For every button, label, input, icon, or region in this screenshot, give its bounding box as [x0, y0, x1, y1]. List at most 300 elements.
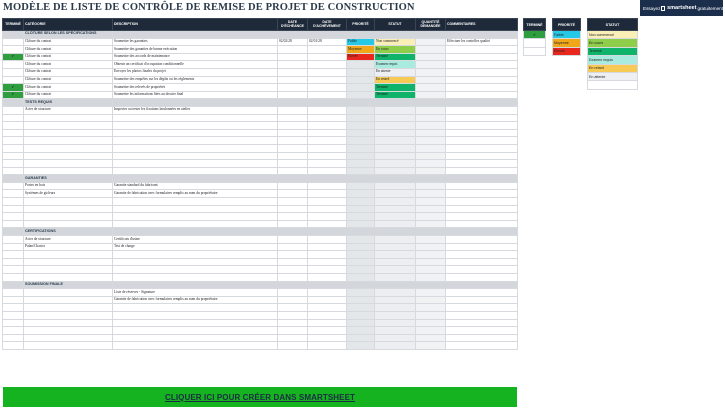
- cell-quantity[interactable]: [416, 84, 446, 92]
- cell-comments[interactable]: Effectuer les contrôles qualité: [446, 38, 518, 46]
- cell-done[interactable]: [3, 266, 24, 274]
- cell-completion-date[interactable]: [308, 296, 347, 304]
- cell-description[interactable]: [113, 198, 278, 206]
- cell-status[interactable]: [375, 289, 416, 297]
- cell-quantity[interactable]: [416, 304, 446, 312]
- cell-done[interactable]: [3, 289, 24, 297]
- cell-comments[interactable]: [446, 213, 518, 221]
- cell-category[interactable]: Palan/Chariot: [24, 243, 113, 251]
- cell-due-date[interactable]: [278, 296, 308, 304]
- cell-priority[interactable]: [347, 129, 375, 137]
- cell-done[interactable]: [3, 342, 24, 350]
- cell-category[interactable]: [24, 266, 113, 274]
- cell-comments[interactable]: [446, 122, 518, 130]
- cell-description[interactable]: [113, 342, 278, 350]
- cell-description[interactable]: Certificats d'usine: [113, 236, 278, 244]
- cell-comments[interactable]: [446, 160, 518, 168]
- cell-category[interactable]: [24, 167, 113, 175]
- cell-status[interactable]: [375, 122, 416, 130]
- cell-done[interactable]: [3, 304, 24, 312]
- cell-category[interactable]: Clôture du contrat: [24, 84, 113, 92]
- cell-priority[interactable]: [347, 198, 375, 206]
- cell-quantity[interactable]: [416, 274, 446, 282]
- cell-due-date[interactable]: [278, 61, 308, 69]
- cell-status[interactable]: [375, 251, 416, 259]
- cell-priority[interactable]: [347, 289, 375, 297]
- cell-due-date[interactable]: [278, 91, 308, 99]
- cell-due-date[interactable]: [278, 274, 308, 282]
- cell-comments[interactable]: [446, 76, 518, 84]
- cell-quantity[interactable]: [416, 106, 446, 114]
- cell-priority[interactable]: [347, 167, 375, 175]
- smartsheet-ad-banner[interactable]: [640, 0, 723, 16]
- cell-category[interactable]: [24, 319, 113, 327]
- cell-description[interactable]: Soumettre des garanties de bonne exécution: [113, 46, 278, 54]
- cell-comments[interactable]: [446, 236, 518, 244]
- cell-due-date[interactable]: [278, 198, 308, 206]
- cell-comments[interactable]: [446, 53, 518, 61]
- cell-status[interactable]: [375, 311, 416, 319]
- cell-due-date[interactable]: [278, 68, 308, 76]
- cell-done[interactable]: [3, 167, 24, 175]
- cell-completion-date[interactable]: [308, 289, 347, 297]
- cell-completion-date[interactable]: [308, 61, 347, 69]
- cell-quantity[interactable]: [416, 144, 446, 152]
- cell-completion-date[interactable]: [308, 182, 347, 190]
- cell-done[interactable]: [3, 114, 24, 122]
- cell-priority[interactable]: [347, 274, 375, 282]
- cell-done[interactable]: [3, 190, 24, 198]
- cell-description[interactable]: Envoyer les photos finales du projet: [113, 68, 278, 76]
- cell-priority[interactable]: [347, 106, 375, 114]
- cell-comments[interactable]: [446, 243, 518, 251]
- cell-due-date[interactable]: [278, 114, 308, 122]
- cell-status[interactable]: En retard: [375, 76, 416, 84]
- cell-completion-date[interactable]: [308, 311, 347, 319]
- cell-priority[interactable]: [347, 68, 375, 76]
- cell-done[interactable]: [3, 251, 24, 259]
- cell-completion-date[interactable]: 02/01/28: [308, 38, 347, 46]
- cell-comments[interactable]: [446, 289, 518, 297]
- cell-done[interactable]: [3, 129, 24, 137]
- cell-status[interactable]: [375, 266, 416, 274]
- cell-priority[interactable]: [347, 258, 375, 266]
- cell-description[interactable]: Test de charge: [113, 243, 278, 251]
- cell-description[interactable]: [113, 334, 278, 342]
- cell-description[interactable]: [113, 114, 278, 122]
- cell-comments[interactable]: [446, 258, 518, 266]
- cell-done[interactable]: [3, 137, 24, 145]
- cell-quantity[interactable]: [416, 289, 446, 297]
- cell-done[interactable]: [3, 76, 24, 84]
- cell-completion-date[interactable]: [308, 167, 347, 175]
- cell-quantity[interactable]: [416, 243, 446, 251]
- cell-done[interactable]: ✔: [3, 53, 24, 61]
- cell-done[interactable]: [3, 122, 24, 130]
- cell-category[interactable]: Clôture du contrat: [24, 46, 113, 54]
- cell-quantity[interactable]: [416, 190, 446, 198]
- cell-status[interactable]: En cours: [375, 46, 416, 54]
- cell-completion-date[interactable]: [308, 198, 347, 206]
- cell-quantity[interactable]: [416, 61, 446, 69]
- cell-comments[interactable]: [446, 46, 518, 54]
- cell-due-date[interactable]: [278, 46, 308, 54]
- cell-due-date[interactable]: [278, 342, 308, 350]
- cell-completion-date[interactable]: [308, 274, 347, 282]
- cell-category[interactable]: [24, 274, 113, 282]
- cell-due-date[interactable]: [278, 220, 308, 228]
- cell-status[interactable]: [375, 258, 416, 266]
- cell-completion-date[interactable]: [308, 319, 347, 327]
- cell-due-date[interactable]: [278, 160, 308, 168]
- cell-description[interactable]: Garantie standard du fabricant: [113, 182, 278, 190]
- cell-status[interactable]: [375, 129, 416, 137]
- cell-category[interactable]: [24, 114, 113, 122]
- cell-comments[interactable]: [446, 190, 518, 198]
- cell-quantity[interactable]: [416, 220, 446, 228]
- cell-description[interactable]: [113, 213, 278, 221]
- cell-category[interactable]: [24, 251, 113, 259]
- cell-due-date[interactable]: [278, 76, 308, 84]
- cell-status[interactable]: [375, 198, 416, 206]
- cell-status[interactable]: [375, 205, 416, 213]
- cell-due-date[interactable]: [278, 266, 308, 274]
- cell-description[interactable]: Soumettre les informations liées au dossier final: [113, 91, 278, 99]
- cell-description[interactable]: [113, 251, 278, 259]
- cell-description[interactable]: Garantie de fabrication avec formulaires remplis au nom du propriétaire: [113, 190, 278, 198]
- cell-comments[interactable]: [446, 114, 518, 122]
- cell-status[interactable]: [375, 342, 416, 350]
- cell-due-date[interactable]: [278, 319, 308, 327]
- cell-description[interactable]: [113, 274, 278, 282]
- cell-category[interactable]: [24, 205, 113, 213]
- cell-due-date[interactable]: [278, 137, 308, 145]
- cell-comments[interactable]: [446, 304, 518, 312]
- cell-done[interactable]: [3, 182, 24, 190]
- cell-description[interactable]: [113, 266, 278, 274]
- cell-status[interactable]: [375, 334, 416, 342]
- cell-status[interactable]: [375, 144, 416, 152]
- cell-completion-date[interactable]: [308, 68, 347, 76]
- cell-category[interactable]: [24, 129, 113, 137]
- cell-description[interactable]: [113, 129, 278, 137]
- cell-completion-date[interactable]: [308, 334, 347, 342]
- cell-quantity[interactable]: [416, 91, 446, 99]
- cell-priority[interactable]: [347, 251, 375, 259]
- cell-priority[interactable]: Faible: [347, 38, 375, 46]
- cell-completion-date[interactable]: [308, 327, 347, 335]
- cell-priority[interactable]: [347, 144, 375, 152]
- cell-done[interactable]: [3, 160, 24, 168]
- cell-category[interactable]: Clôture du contrat: [24, 76, 113, 84]
- cell-done[interactable]: [3, 311, 24, 319]
- cell-due-date[interactable]: [278, 53, 308, 61]
- cell-comments[interactable]: [446, 311, 518, 319]
- cell-done[interactable]: [3, 46, 24, 54]
- cell-quantity[interactable]: [416, 53, 446, 61]
- cell-description[interactable]: [113, 327, 278, 335]
- cell-priority[interactable]: [347, 319, 375, 327]
- cell-done[interactable]: [3, 61, 24, 69]
- cell-quantity[interactable]: [416, 38, 446, 46]
- cell-done[interactable]: [3, 68, 24, 76]
- cell-description[interactable]: [113, 258, 278, 266]
- cell-completion-date[interactable]: [308, 251, 347, 259]
- cell-due-date[interactable]: [278, 167, 308, 175]
- cell-priority[interactable]: [347, 182, 375, 190]
- cell-quantity[interactable]: [416, 251, 446, 259]
- cell-quantity[interactable]: [416, 296, 446, 304]
- cell-due-date[interactable]: [278, 129, 308, 137]
- cell-category[interactable]: [24, 144, 113, 152]
- cell-category[interactable]: [24, 327, 113, 335]
- cell-status[interactable]: [375, 213, 416, 221]
- cell-comments[interactable]: [446, 61, 518, 69]
- cell-category[interactable]: [24, 122, 113, 130]
- cell-completion-date[interactable]: [308, 160, 347, 168]
- cell-description[interactable]: [113, 304, 278, 312]
- cell-priority[interactable]: [347, 327, 375, 335]
- cell-completion-date[interactable]: [308, 236, 347, 244]
- cell-comments[interactable]: [446, 152, 518, 160]
- cell-quantity[interactable]: [416, 114, 446, 122]
- cell-comments[interactable]: [446, 251, 518, 259]
- cell-status[interactable]: [375, 274, 416, 282]
- cell-status[interactable]: [375, 167, 416, 175]
- cell-category[interactable]: [24, 304, 113, 312]
- cell-quantity[interactable]: [416, 152, 446, 160]
- cell-done[interactable]: [3, 152, 24, 160]
- cell-due-date[interactable]: [278, 84, 308, 92]
- cell-due-date[interactable]: [278, 304, 308, 312]
- cell-status[interactable]: [375, 106, 416, 114]
- cell-comments[interactable]: [446, 327, 518, 335]
- cell-due-date[interactable]: [278, 334, 308, 342]
- cell-comments[interactable]: [446, 274, 518, 282]
- cell-quantity[interactable]: [416, 327, 446, 335]
- cell-quantity[interactable]: [416, 319, 446, 327]
- cell-status[interactable]: [375, 296, 416, 304]
- cell-done[interactable]: [3, 38, 24, 46]
- cell-due-date[interactable]: [278, 182, 308, 190]
- cell-status[interactable]: Examen requis: [375, 61, 416, 69]
- cell-category[interactable]: [24, 160, 113, 168]
- cell-comments[interactable]: [446, 334, 518, 342]
- cell-done[interactable]: [3, 205, 24, 213]
- cell-due-date[interactable]: [278, 289, 308, 297]
- cell-priority[interactable]: [347, 114, 375, 122]
- cell-priority[interactable]: [347, 152, 375, 160]
- cell-quantity[interactable]: [416, 160, 446, 168]
- cell-due-date[interactable]: [278, 152, 308, 160]
- cell-priority[interactable]: [347, 296, 375, 304]
- cell-priority[interactable]: [347, 266, 375, 274]
- cell-priority[interactable]: [347, 334, 375, 342]
- cell-completion-date[interactable]: [308, 76, 347, 84]
- cell-priority[interactable]: [347, 213, 375, 221]
- cell-done[interactable]: [3, 319, 24, 327]
- cell-quantity[interactable]: [416, 205, 446, 213]
- cell-description[interactable]: [113, 319, 278, 327]
- cell-done[interactable]: ✔: [3, 91, 24, 99]
- cell-status[interactable]: Terminé: [375, 91, 416, 99]
- cell-comments[interactable]: [446, 205, 518, 213]
- cell-comments[interactable]: [446, 266, 518, 274]
- cell-completion-date[interactable]: [308, 190, 347, 198]
- cell-description[interactable]: Soumettre des relevés de propriétés: [113, 84, 278, 92]
- cell-completion-date[interactable]: [308, 46, 347, 54]
- cell-priority[interactable]: Moyenne: [347, 46, 375, 54]
- cell-quantity[interactable]: [416, 76, 446, 84]
- cell-category[interactable]: [24, 213, 113, 221]
- cell-description[interactable]: [113, 205, 278, 213]
- cell-done[interactable]: [3, 198, 24, 206]
- cell-completion-date[interactable]: [308, 243, 347, 251]
- cell-done[interactable]: ✔: [3, 84, 24, 92]
- cell-completion-date[interactable]: [308, 106, 347, 114]
- cell-status[interactable]: [375, 319, 416, 327]
- cell-description[interactable]: Garantie de fabrication avec formulaires remplis au nom du propriétaire: [113, 296, 278, 304]
- cell-status[interactable]: [375, 182, 416, 190]
- cell-due-date[interactable]: [278, 243, 308, 251]
- cell-due-date[interactable]: [278, 122, 308, 130]
- cell-comments[interactable]: [446, 68, 518, 76]
- cell-status[interactable]: En attente: [375, 68, 416, 76]
- cell-category[interactable]: [24, 289, 113, 297]
- cell-category[interactable]: [24, 137, 113, 145]
- cell-description[interactable]: Soumettre des enquêtes sur les dégâts ou les règlements: [113, 76, 278, 84]
- cell-quantity[interactable]: [416, 68, 446, 76]
- cell-status[interactable]: [375, 243, 416, 251]
- cell-category[interactable]: Acier de structure: [24, 236, 113, 244]
- cell-status[interactable]: Terminé: [375, 53, 416, 61]
- cell-status[interactable]: [375, 160, 416, 168]
- cell-quantity[interactable]: [416, 46, 446, 54]
- cell-completion-date[interactable]: [308, 129, 347, 137]
- cell-due-date[interactable]: [278, 327, 308, 335]
- cell-due-date[interactable]: [278, 190, 308, 198]
- cell-priority[interactable]: Élevée: [347, 53, 375, 61]
- cell-comments[interactable]: [446, 144, 518, 152]
- cell-quantity[interactable]: [416, 334, 446, 342]
- cell-category[interactable]: [24, 152, 113, 160]
- cell-completion-date[interactable]: [308, 84, 347, 92]
- cell-category[interactable]: Clôture du contrat: [24, 68, 113, 76]
- cell-completion-date[interactable]: [308, 342, 347, 350]
- cell-done[interactable]: [3, 106, 24, 114]
- cell-category[interactable]: Clôture du contrat: [24, 53, 113, 61]
- cell-done[interactable]: [3, 258, 24, 266]
- cell-priority[interactable]: [347, 304, 375, 312]
- cell-comments[interactable]: [446, 167, 518, 175]
- cell-priority[interactable]: [347, 137, 375, 145]
- cell-category[interactable]: Systèmes de gicleurs: [24, 190, 113, 198]
- cell-done[interactable]: [3, 220, 24, 228]
- cell-priority[interactable]: [347, 243, 375, 251]
- cell-category[interactable]: [24, 258, 113, 266]
- cell-quantity[interactable]: [416, 258, 446, 266]
- cell-category[interactable]: [24, 296, 113, 304]
- cell-completion-date[interactable]: [308, 91, 347, 99]
- cell-due-date[interactable]: [278, 258, 308, 266]
- cell-status[interactable]: [375, 327, 416, 335]
- cell-completion-date[interactable]: [308, 53, 347, 61]
- cell-priority[interactable]: [347, 160, 375, 168]
- cell-due-date[interactable]: 02/02/28: [278, 38, 308, 46]
- cell-quantity[interactable]: [416, 266, 446, 274]
- cell-description[interactable]: Liste de réserves - Signature: [113, 289, 278, 297]
- cell-priority[interactable]: [347, 61, 375, 69]
- cell-due-date[interactable]: [278, 213, 308, 221]
- cell-category[interactable]: [24, 334, 113, 342]
- cell-completion-date[interactable]: [308, 213, 347, 221]
- cell-quantity[interactable]: [416, 182, 446, 190]
- cell-status[interactable]: [375, 304, 416, 312]
- cell-category[interactable]: [24, 311, 113, 319]
- cell-comments[interactable]: [446, 84, 518, 92]
- cell-priority[interactable]: [347, 205, 375, 213]
- cell-quantity[interactable]: [416, 342, 446, 350]
- cell-due-date[interactable]: [278, 236, 308, 244]
- create-in-smartsheet-button[interactable]: [3, 387, 517, 407]
- cell-quantity[interactable]: [416, 311, 446, 319]
- cell-priority[interactable]: [347, 84, 375, 92]
- cell-priority[interactable]: [347, 311, 375, 319]
- cell-category[interactable]: Acier de structure: [24, 106, 113, 114]
- cell-quantity[interactable]: [416, 198, 446, 206]
- cell-description[interactable]: [113, 220, 278, 228]
- cell-completion-date[interactable]: [308, 205, 347, 213]
- cell-category[interactable]: Clôture du contrat: [24, 61, 113, 69]
- cell-due-date[interactable]: [278, 251, 308, 259]
- cell-category[interactable]: Clôture du contrat: [24, 91, 113, 99]
- cell-quantity[interactable]: [416, 236, 446, 244]
- cell-completion-date[interactable]: [308, 220, 347, 228]
- cell-priority[interactable]: [347, 220, 375, 228]
- cell-category[interactable]: Clôture du contrat: [24, 38, 113, 46]
- cell-due-date[interactable]: [278, 311, 308, 319]
- cell-completion-date[interactable]: [308, 137, 347, 145]
- cell-comments[interactable]: [446, 137, 518, 145]
- cell-description[interactable]: [113, 167, 278, 175]
- cell-status[interactable]: Non commencé: [375, 38, 416, 46]
- cell-description[interactable]: Soumettre les garanties: [113, 38, 278, 46]
- cell-quantity[interactable]: [416, 137, 446, 145]
- cell-completion-date[interactable]: [308, 258, 347, 266]
- cell-comments[interactable]: [446, 198, 518, 206]
- cell-quantity[interactable]: [416, 213, 446, 221]
- cell-done[interactable]: [3, 243, 24, 251]
- cell-description[interactable]: Obtenir un certificat d'occupation conditionnelle: [113, 61, 278, 69]
- cell-status[interactable]: Terminé: [375, 84, 416, 92]
- cell-status[interactable]: [375, 220, 416, 228]
- cell-description[interactable]: [113, 137, 278, 145]
- cell-comments[interactable]: [446, 106, 518, 114]
- cell-status[interactable]: [375, 152, 416, 160]
- cell-description[interactable]: Soumettre des accords de maintenance: [113, 53, 278, 61]
- cell-comments[interactable]: [446, 342, 518, 350]
- cell-due-date[interactable]: [278, 205, 308, 213]
- cell-comments[interactable]: [446, 91, 518, 99]
- cell-description[interactable]: [113, 122, 278, 130]
- cell-comments[interactable]: [446, 296, 518, 304]
- cell-priority[interactable]: [347, 122, 375, 130]
- cell-due-date[interactable]: [278, 106, 308, 114]
- cell-done[interactable]: [3, 236, 24, 244]
- cell-completion-date[interactable]: [308, 122, 347, 130]
- cell-comments[interactable]: [446, 319, 518, 327]
- cell-priority[interactable]: [347, 91, 375, 99]
